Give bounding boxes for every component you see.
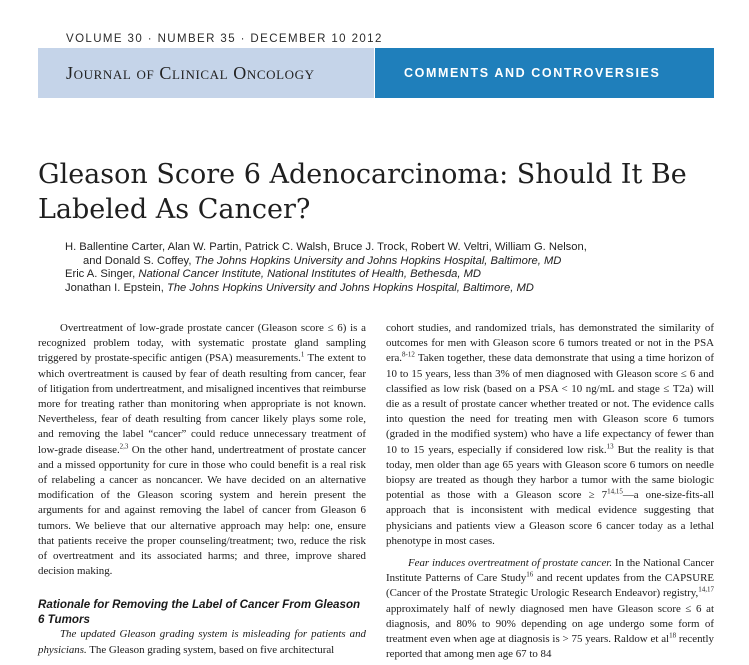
citation: 14,17 bbox=[698, 585, 714, 594]
author-names: H. Ballentine Carter, Alan W. Partin, Patrick C. Walsh, Bruce J. Trock, Robert W. Veltri, William G. Nelson, bbox=[65, 241, 587, 253]
body-text: Overtreatment of low-grade prostate cancer (Gleason score ≤ 6) is a recognized problem today, with systematic prostate gland sampling triggered by prostate-specific antigen (PSA) measurements. bbox=[38, 322, 366, 365]
run-in-heading: Fear induces overtreatment of prostate cancer. bbox=[408, 557, 613, 570]
body-text: Taken together, these data demonstrate that using a time horizon of 10 to 15 years, less than 3% of men diagnosed with Gleason score ≤ 6 and classified as low risk (based on a PSA < 10 ng/mL and stage ≤ T2a) will die as a result of prostate cancer whether treated or not. The evidence calls into question the need for treating men with Gleason score 6 tumors (graded in the modified system) who have a life expectancy of fewer than 10 to 15 years, especially if considered low risk. bbox=[386, 352, 714, 456]
body-text: But the reality is that today, men older than age 65 years with Gleason score 6 tumors on needle biopsy are treated as though they harbor a tumor with the same biologic potential as those with a Gleason score ≥ 7 bbox=[386, 443, 714, 502]
article-title: Gleason Score 6 Adenocarcinoma: Should It Be Labeled As Cancer? bbox=[38, 159, 687, 225]
citation: 18 bbox=[669, 631, 677, 640]
body-text: The extent to which overtreatment is caused by fear of death resulting from cancer, fear of litigation from undertreatment, and misaligned incentives that reimburse more for treating rather than monitoring when appropriate is not known. Nevertheless, fear of death resulting from cancer likely plays some role, and removing the label “cancer” could reduce unnecessary treatment of low-grade disease. bbox=[38, 352, 367, 456]
citation: 13 bbox=[606, 442, 614, 450]
citation: 2,3 bbox=[119, 442, 129, 450]
author-names: Eric A. Singer, bbox=[65, 268, 139, 281]
body-paragraph bbox=[38, 321, 366, 579]
body-paragraph bbox=[386, 321, 714, 549]
body-text: The Gleason grading system, based on five architectural bbox=[86, 643, 335, 656]
citation: 14,15 bbox=[607, 487, 623, 496]
body-text: and recent updates from the CAPSURE (Cancer of the Prostate Strategic Urologic Research Endeavor) registry, bbox=[386, 572, 714, 600]
journal-name: Journal of Clinical Oncology bbox=[66, 63, 315, 83]
author-line bbox=[65, 255, 705, 269]
body-text: cohort studies, and randomized trials, has demonstrated the similarity of outcomes for men with Gleason score 6 tumors treated or not in the PSA era. bbox=[386, 322, 714, 365]
body-paragraph bbox=[386, 556, 714, 662]
body-text: On the other hand, undertreatment of prostate cancer and a missed opportunity for cure in those who could benefit is a real risk of relabeling a cancer as noncancer. We have decided on an alternative modification of the Gleason scoring system and herein present the arguments for and against removing the label of cancer from Gleason 6 tumors. We believe that our alternative approach may help: one, ensure that patients receive the proper counseling/treatment; two, reduce the risk of overtreatment and its associated harms; and three, improve shared decision making. bbox=[38, 443, 366, 578]
section-heading: Rationale for Removing the Label of Cancer From Gleason 6 Tumors bbox=[38, 598, 361, 626]
right-column bbox=[386, 321, 714, 662]
issue-line: VOLUME 30 · NUMBER 35 · DECEMBER 10 2012 bbox=[66, 33, 383, 45]
author-names: Jonathan I. Epstein, bbox=[65, 281, 167, 294]
body-text: In the National Cancer Institute Patterns of Care Study bbox=[386, 557, 714, 585]
author-block bbox=[65, 241, 705, 295]
author-affiliation: National Cancer Institute, National Institutes of Health, Bethesda, MD bbox=[138, 268, 482, 281]
citation: 8-12 bbox=[402, 350, 415, 359]
author-affiliation: The Johns Hopkins University and Johns Hopkins Hospital, Baltimore, MD bbox=[194, 254, 562, 267]
author-line bbox=[65, 268, 705, 282]
body-paragraph bbox=[38, 627, 366, 657]
author-line bbox=[65, 241, 705, 255]
body-text: —a one-size-fits-all approach that is inconsistent with medical evidence suggesting that physicians and patients view a Gleason score 6 cancer today as a lethal phenotype in most cases. bbox=[386, 489, 714, 547]
body-text: approximately half of newly diagnosed men have Gleason score ≤ 6 at diagnosis, and 80% to 90% depending on age undergo some form of treatment even when age at diagnosis is > 75 years. Raldow et al bbox=[386, 602, 714, 646]
body-text: recently reported that among men age 67 to 84 bbox=[386, 633, 715, 661]
author-line bbox=[65, 282, 705, 296]
section-label: COMMENTS AND CONTROVERSIES bbox=[404, 66, 661, 80]
left-column bbox=[38, 321, 366, 658]
author-names: and Donald S. Coffey, bbox=[83, 254, 195, 267]
run-in-heading: The updated Gleason grading system is misleading for patients and physicians. bbox=[38, 628, 366, 656]
citation: 16 bbox=[526, 570, 534, 579]
citation: 1 bbox=[300, 350, 305, 359]
author-affiliation: The Johns Hopkins University and Johns Hopkins Hospital, Baltimore, MD bbox=[167, 281, 534, 294]
